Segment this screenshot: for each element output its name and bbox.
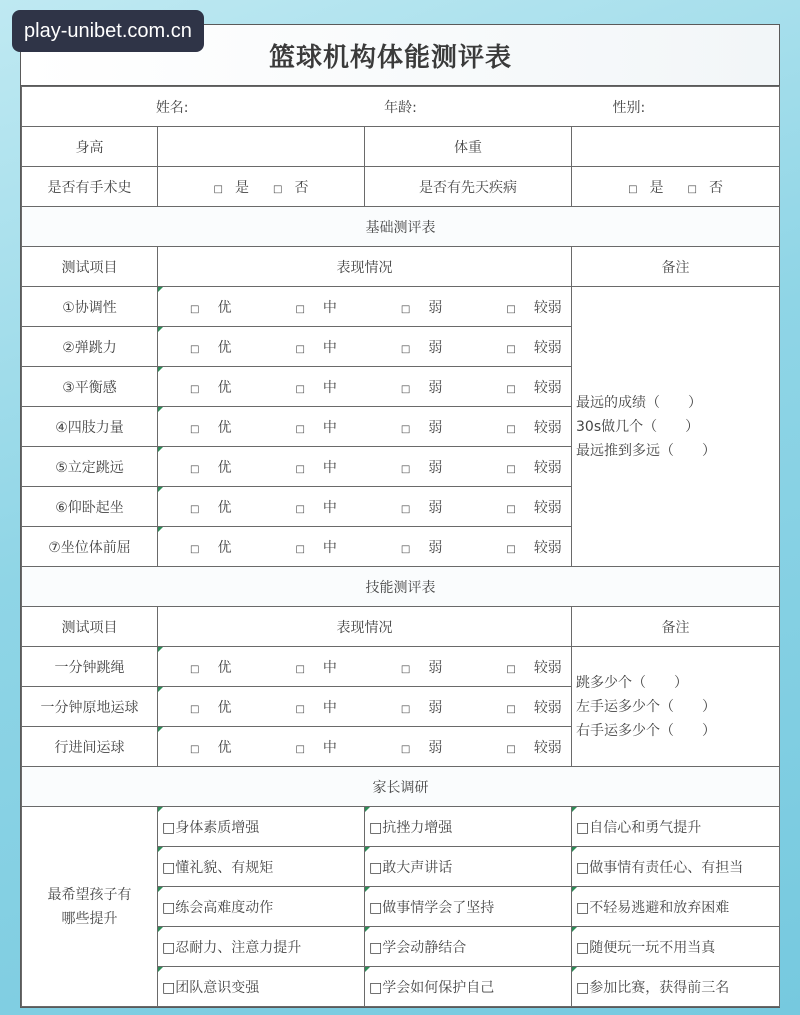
test-item-label: ③平衡感 [22,367,158,407]
option-label: 中 [322,459,337,476]
performance-options [158,287,572,327]
skill-item-2-option-3[interactable] [490,737,571,757]
option-label: 较弱 [533,379,562,396]
info-row [22,87,780,127]
checkbox-icon: □ [190,743,200,755]
checkbox-icon: □ [400,743,411,755]
basic-item-2-option-1[interactable] [279,377,352,397]
basic-item-2-option-2[interactable] [385,377,458,397]
gender-field[interactable]: 性别: [612,99,646,116]
col-item-header: 测试项目 [22,247,158,287]
basic-item-6-option-1[interactable] [279,537,352,557]
skill-note-cell[interactable] [572,647,780,767]
test-item-label: 一分钟跳绳 [22,647,158,687]
option-label: 优 [217,739,232,756]
performance-options [158,487,572,527]
survey-option[interactable]: □不轻易逃避和放弃困难 [572,887,780,927]
option-label: 较弱 [533,699,562,716]
option-label: 中 [322,379,337,396]
checkbox-icon: □ [295,303,305,315]
option-label: 中 [322,699,337,716]
survey-option[interactable]: □懂礼貌、有规矩 [158,847,365,887]
basic-header-row [22,247,780,287]
page-title: 篮球机构体能测评表 [269,43,513,73]
option-label: 中 [322,299,337,316]
option-label: 是 [649,179,664,196]
option-label: 弱 [428,419,443,436]
assessment-sheet [20,24,780,1008]
info-line [22,97,779,117]
checkbox-icon: □ [190,463,200,475]
checkbox-icon: □ [400,343,411,355]
option-label: 弱 [428,459,443,476]
option-label: 否 [708,179,723,196]
col-item-header: 测试项目 [22,607,158,647]
checkbox-icon: □ [506,543,516,555]
checkbox-icon: □ [400,463,411,475]
basic-item-3-option-3[interactable] [490,417,571,437]
note-line: 最远的成绩（ ） [576,394,702,411]
survey-option[interactable]: □学会如何保护自己 [365,967,572,1007]
performance-options [158,647,572,687]
survey-option[interactable]: □练会高难度动作 [158,887,365,927]
survey-option[interactable]: □抗挫力增强 [365,807,572,847]
basic-item-3-option-1[interactable] [279,417,352,437]
basic-item-5-option-1[interactable] [279,497,352,517]
survey-option[interactable]: □团队意识变强 [158,967,365,1007]
skill-section-title-cell: 技能测评表 [22,567,780,607]
age-field[interactable]: 年龄: [384,99,417,116]
option-label: 弱 [428,499,443,516]
basic-item-5-option-0[interactable] [174,497,247,517]
option-label: 中 [322,499,337,516]
height-input[interactable] [158,127,365,167]
surgery-yes-option[interactable] [208,177,255,197]
note-line: 跳多少个（ ） [576,674,688,691]
performance-options [158,407,572,447]
option-label: 弱 [428,379,443,396]
test-item-label: 行进间运球 [22,727,158,767]
skill-item-0-option-1[interactable] [279,657,352,677]
survey-option[interactable]: □随便玩一玩不用当真 [572,927,780,967]
survey-option[interactable]: □参加比赛，获得前三名 [572,967,780,1007]
note-line: 左手运多少个（ ） [576,698,716,715]
checkbox-icon: □ [295,703,305,715]
option-label: 优 [217,379,232,396]
performance-options [158,527,572,567]
checkbox-icon: □ [400,703,411,715]
checkbox-icon: □ [506,503,516,515]
checkbox-icon: □ [687,183,697,195]
option-label: 较弱 [533,339,562,356]
basic-item-2-option-0[interactable] [174,377,247,397]
checkbox-icon: □ [295,423,305,435]
checkbox-icon: □ [295,383,305,395]
checkbox-icon: □ [506,383,516,395]
test-item-label: ⑥仰卧起坐 [22,487,158,527]
option-label: 较弱 [533,419,562,436]
skill-item-1-option-1[interactable] [279,697,352,717]
option-label: 较弱 [533,299,562,316]
skill-item-row [22,647,780,687]
checkbox-icon: □ [190,383,200,395]
basic-item-0-option-2[interactable] [385,297,458,317]
height-weight-row [22,127,780,167]
parent-section-title-cell: 家长调研 [22,767,780,807]
height-label: 身高 [22,127,158,167]
checkbox-icon: □ [400,383,411,395]
col-note-header: 备注 [572,247,780,287]
option-label: 优 [217,419,232,436]
option-label: 弱 [428,299,443,316]
option-label: 是 [235,179,249,196]
congenital-no-option[interactable] [682,177,729,197]
skill-item-2-option-0[interactable] [174,737,247,757]
checkbox-icon: □ [190,543,200,555]
congenital-label: 是否有先天疾病 [365,167,572,207]
option-label: 弱 [428,539,443,556]
option-label: 优 [217,299,232,316]
checkbox-icon: □ [295,503,305,515]
checkbox-icon: □ [295,543,305,555]
option-label: 弱 [428,659,443,676]
basic-item-0-option-3[interactable] [490,297,571,317]
skill-item-0-option-0[interactable] [174,657,247,677]
survey-option[interactable]: □敢大声讲话 [365,847,572,887]
survey-option[interactable]: □自信心和勇气提升 [572,807,780,847]
option-label: 较弱 [533,659,562,676]
survey-row [22,807,780,847]
basic-item-6-option-0[interactable] [174,537,247,557]
surgery-label: 是否有手术史 [22,167,158,207]
survey-option[interactable]: □做事情学会了坚持 [365,887,572,927]
survey-option[interactable]: □学会动静结合 [365,927,572,967]
checkbox-icon: □ [190,343,200,355]
option-label: 否 [294,179,309,196]
skill-item-2-option-2[interactable] [385,737,458,757]
option-label: 较弱 [533,739,562,756]
survey-question-text: 最希望孩子有哪些提升 [47,886,132,927]
basic-item-1-option-1[interactable] [279,337,352,357]
option-label: 弱 [428,739,443,756]
checkbox-icon: □ [213,183,223,195]
option-label: 中 [322,339,337,356]
checkbox-icon: □ [400,663,411,675]
checkbox-icon: □ [506,303,516,315]
test-item-label: ④四肢力量 [22,407,158,447]
checkbox-icon: □ [506,663,516,675]
checkbox-icon: □ [190,703,200,715]
checkbox-icon: □ [400,543,411,555]
checkbox-icon: □ [506,343,516,355]
option-label: 优 [217,499,232,516]
skill-item-1-option-3[interactable] [490,697,571,717]
skill-section-title [22,567,780,607]
basic-note-cell[interactable] [572,287,780,567]
checkbox-icon: □ [295,663,305,675]
note-line: 30s做几个（ ） [576,418,700,435]
basic-item-1-option-0[interactable] [174,337,247,357]
survey-option[interactable]: □身体素质增强 [158,807,365,847]
surgery-no-option[interactable] [267,177,314,197]
checkbox-icon: □ [400,423,411,435]
test-item-label: 一分钟原地运球 [22,687,158,727]
survey-question [22,807,158,1007]
congenital-options [572,167,780,207]
basic-item-4-option-2[interactable] [385,457,458,477]
skill-item-0-option-2[interactable] [385,657,458,677]
performance-options [158,447,572,487]
performance-options [158,367,572,407]
test-item-label: ⑤立定跳远 [22,447,158,487]
basic-item-0-option-1[interactable] [279,297,352,317]
skill-item-1-option-0[interactable] [174,697,247,717]
option-label: 较弱 [533,459,562,476]
basic-item-2-option-3[interactable] [490,377,571,397]
option-label: 优 [217,339,232,356]
basic-item-6-option-3[interactable] [490,537,571,557]
skill-header-row [22,607,780,647]
history-row [22,167,780,207]
option-label: 优 [217,699,232,716]
surgery-options [158,167,365,207]
checkbox-icon: □ [506,463,516,475]
checkbox-icon: □ [190,503,200,515]
basic-section-title-cell: 基础测评表 [22,207,780,247]
basic-item-6-option-2[interactable] [385,537,458,557]
option-label: 中 [322,659,337,676]
checkbox-icon: □ [506,423,516,435]
basic-item-3-option-0[interactable] [174,417,247,437]
option-label: 中 [322,739,337,756]
performance-options [158,687,572,727]
checkbox-icon: □ [295,463,305,475]
checkbox-icon: □ [400,303,411,315]
option-label: 较弱 [533,539,562,556]
note-line: 最远推到多远（ ） [576,442,716,459]
performance-options [158,327,572,367]
basic-item-row [22,287,780,327]
weight-input[interactable] [572,127,780,167]
basic-item-4-option-1[interactable] [279,457,352,477]
info-cell [22,87,780,127]
name-field[interactable]: 姓名: [155,99,189,116]
option-label: 优 [217,659,232,676]
col-performance-header: 表现情况 [158,607,572,647]
parent-section-title [22,767,780,807]
checkbox-icon: □ [190,423,200,435]
basic-item-1-option-2[interactable] [385,337,458,357]
survey-option[interactable]: □做事情有责任心、有担当 [572,847,780,887]
basic-item-4-option-0[interactable] [174,457,247,477]
checkbox-icon: □ [273,183,283,195]
basic-item-1-option-3[interactable] [490,337,571,357]
basic-item-3-option-2[interactable] [385,417,458,437]
skill-item-0-option-3[interactable] [490,657,571,677]
option-label: 中 [322,539,337,556]
option-label: 较弱 [533,499,562,516]
survey-option[interactable]: □忍耐力、注意力提升 [158,927,365,967]
basic-section-title [22,207,780,247]
option-label: 优 [217,539,232,556]
watermark-badge: play-unibet.com.cn [12,10,204,52]
skill-item-2-option-1[interactable] [279,737,352,757]
checkbox-icon: □ [295,343,305,355]
checkbox-icon: □ [190,663,200,675]
note-line: 右手运多少个（ ） [576,722,716,739]
option-label: 中 [322,419,337,436]
checkbox-icon: □ [190,303,200,315]
checkbox-icon: □ [628,183,638,195]
option-label: 弱 [428,339,443,356]
form-table [21,86,780,1007]
basic-item-5-option-3[interactable] [490,497,571,517]
basic-item-5-option-2[interactable] [385,497,458,517]
option-label: 优 [217,459,232,476]
checkbox-icon: □ [506,703,516,715]
performance-options [158,727,572,767]
congenital-yes-option[interactable] [622,177,669,197]
basic-item-0-option-0[interactable] [174,297,247,317]
col-note-header: 备注 [572,607,780,647]
option-label: 弱 [428,699,443,716]
weight-label: 体重 [365,127,572,167]
test-item-label: ②弹跳力 [22,327,158,367]
checkbox-icon: □ [295,743,305,755]
checkbox-icon: □ [400,503,411,515]
col-performance-header: 表现情况 [158,247,572,287]
checkbox-icon: □ [506,743,516,755]
test-item-label: ⑦坐位体前屈 [22,527,158,567]
skill-item-1-option-2[interactable] [385,697,458,717]
test-item-label: ①协调性 [22,287,158,327]
basic-item-4-option-3[interactable] [490,457,571,477]
